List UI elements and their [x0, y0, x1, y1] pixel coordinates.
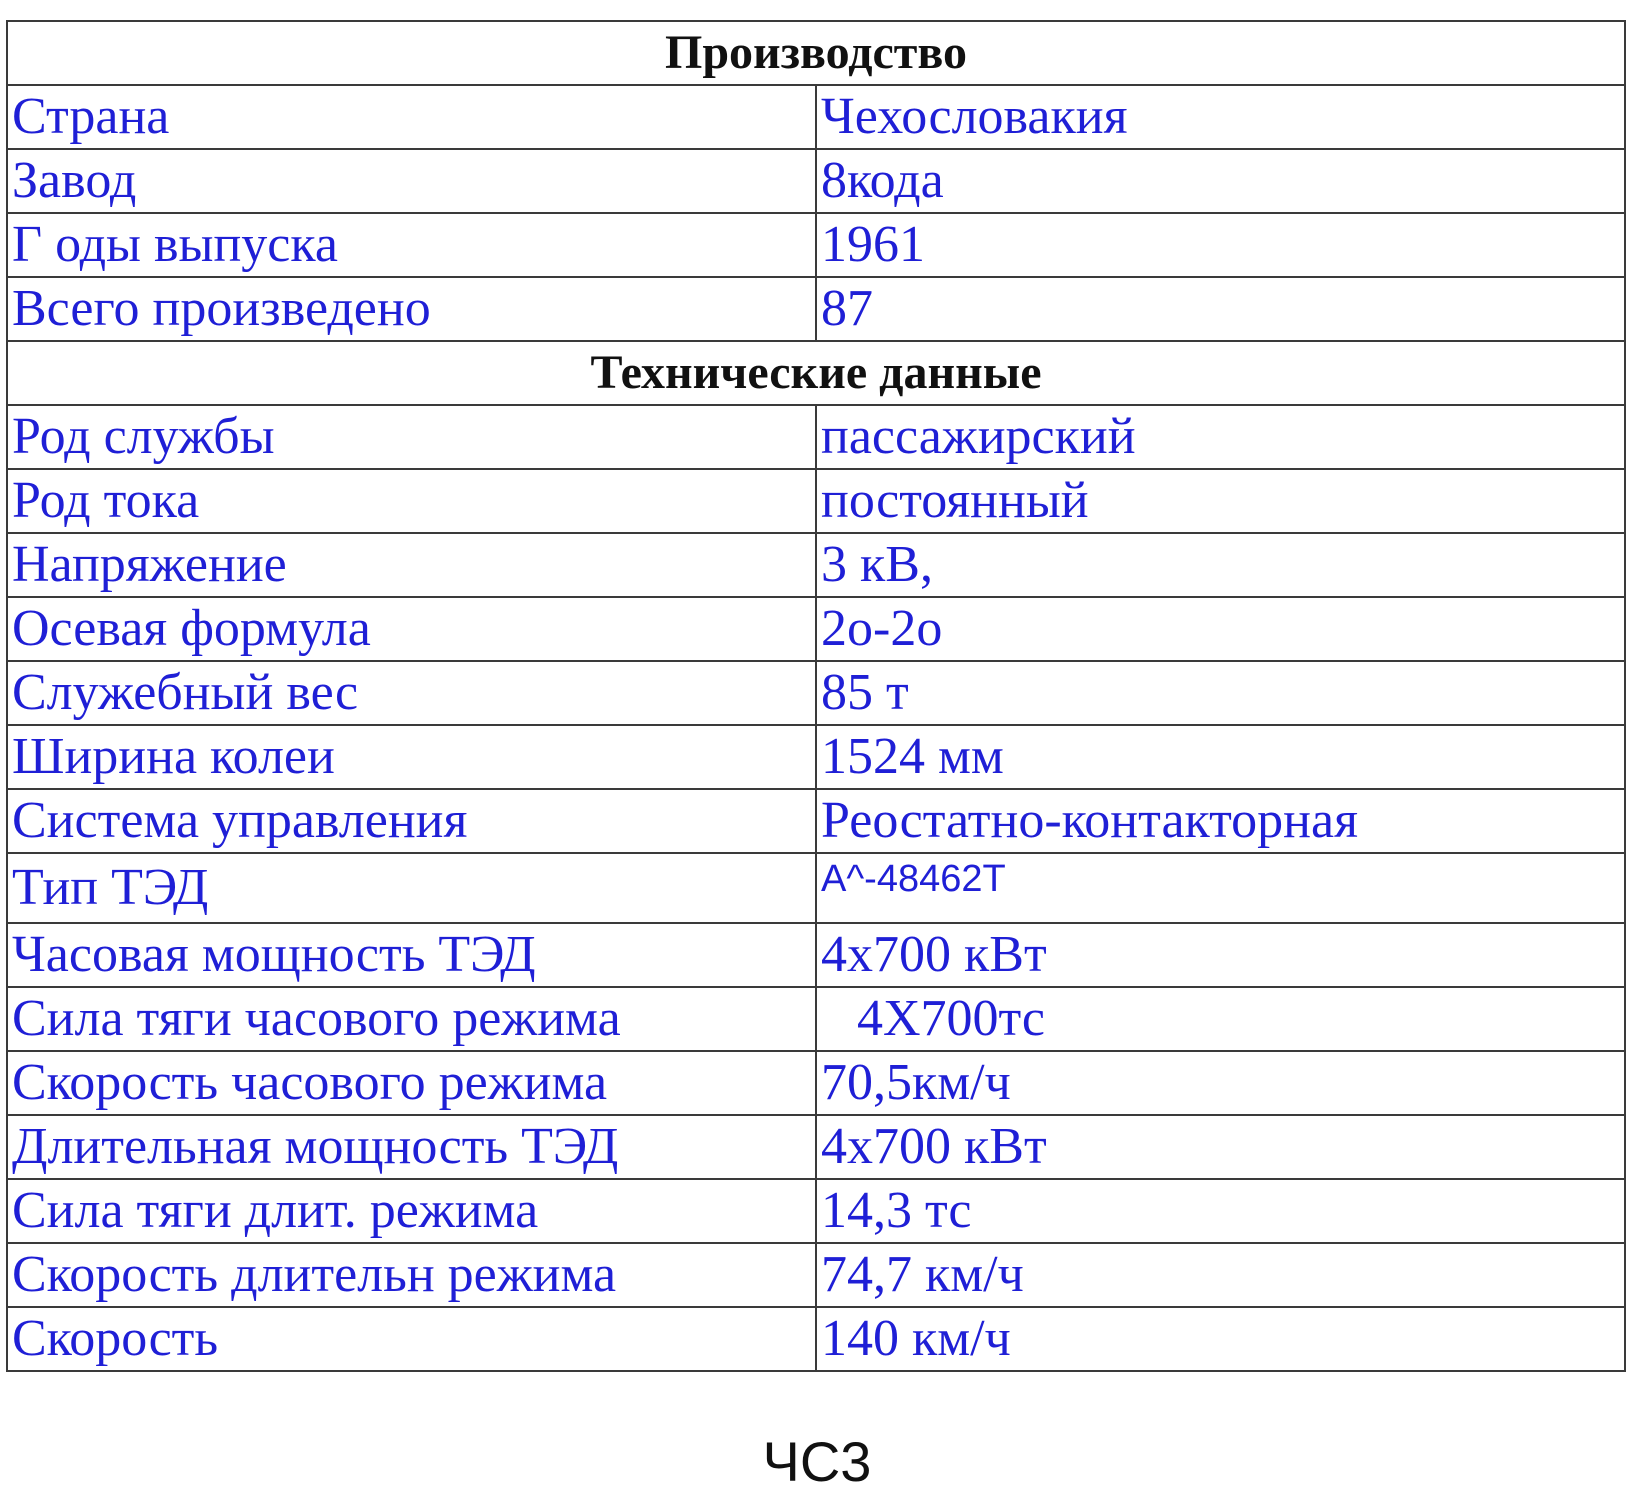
table-row	[7, 533, 1625, 597]
row-label: Ширина колеи	[7, 725, 816, 789]
row-value: 14,3 тс	[816, 1179, 1625, 1243]
row-value: Реостатно-контакторная	[816, 789, 1625, 853]
section-header-row	[7, 21, 1625, 85]
table-row	[7, 1307, 1625, 1371]
table-row	[7, 405, 1625, 469]
row-value: 2о-2о	[816, 597, 1625, 661]
row-value: А^-48462Т	[816, 853, 1625, 923]
table-row	[7, 725, 1625, 789]
table-row	[7, 1243, 1625, 1307]
row-label: Скорость часового режима	[7, 1051, 816, 1115]
row-label: Завод	[7, 149, 816, 213]
table-row	[7, 277, 1625, 341]
row-label: Служебный вес	[7, 661, 816, 725]
row-label: Г оды выпуска	[7, 213, 816, 277]
row-value: 87	[816, 277, 1625, 341]
table-row	[7, 853, 1625, 923]
row-label: Всего произведено	[7, 277, 816, 341]
row-label: Напряжение	[7, 533, 816, 597]
row-value: 1524 мм	[816, 725, 1625, 789]
row-value: 85 т	[816, 661, 1625, 725]
row-label: Род службы	[7, 405, 816, 469]
table-row	[7, 1051, 1625, 1115]
row-label: Часовая мощность ТЭД	[7, 923, 816, 987]
row-value: 1961	[816, 213, 1625, 277]
row-label: Скорость	[7, 1307, 816, 1371]
row-label: Сила тяги часового режима	[7, 987, 816, 1051]
row-value: постоянный	[816, 469, 1625, 533]
row-value: 74,7 км/ч	[816, 1243, 1625, 1307]
row-value: 3 кВ,	[816, 533, 1625, 597]
row-value: 8кода	[816, 149, 1625, 213]
section-header-row	[7, 341, 1625, 405]
row-label: Тип ТЭД	[7, 853, 816, 923]
row-value: 4Х700тс	[816, 987, 1625, 1051]
table-row	[7, 1179, 1625, 1243]
row-label: Род тока	[7, 469, 816, 533]
section-title-technical: Технические данные	[7, 341, 1625, 405]
spec-table	[6, 20, 1626, 1372]
row-label: Длительная мощность ТЭД	[7, 1115, 816, 1179]
table-row	[7, 469, 1625, 533]
table-row	[7, 923, 1625, 987]
table-row	[7, 661, 1625, 725]
row-label: Сила тяги длит. режима	[7, 1179, 816, 1243]
section-title-production: Производство	[7, 21, 1625, 85]
row-value: 70,5км/ч	[816, 1051, 1625, 1115]
table-row	[7, 85, 1625, 149]
caption: ЧС3	[762, 1430, 872, 1493]
row-value: пассажирский	[816, 405, 1625, 469]
row-value: 4х700 кВт	[816, 1115, 1625, 1179]
row-label: Осевая формула	[7, 597, 816, 661]
table-row	[7, 213, 1625, 277]
table-row	[7, 149, 1625, 213]
row-label: Система управления	[7, 789, 816, 853]
row-label: Скорость длительн режима	[7, 1243, 816, 1307]
row-value: 4х700 кВт	[816, 923, 1625, 987]
row-value: Чехословакия	[816, 85, 1625, 149]
row-value: 140 км/ч	[816, 1307, 1625, 1371]
table-row	[7, 987, 1625, 1051]
table-row	[7, 789, 1625, 853]
table-row	[7, 597, 1625, 661]
table-row	[7, 1115, 1625, 1179]
row-label: Страна	[7, 85, 816, 149]
